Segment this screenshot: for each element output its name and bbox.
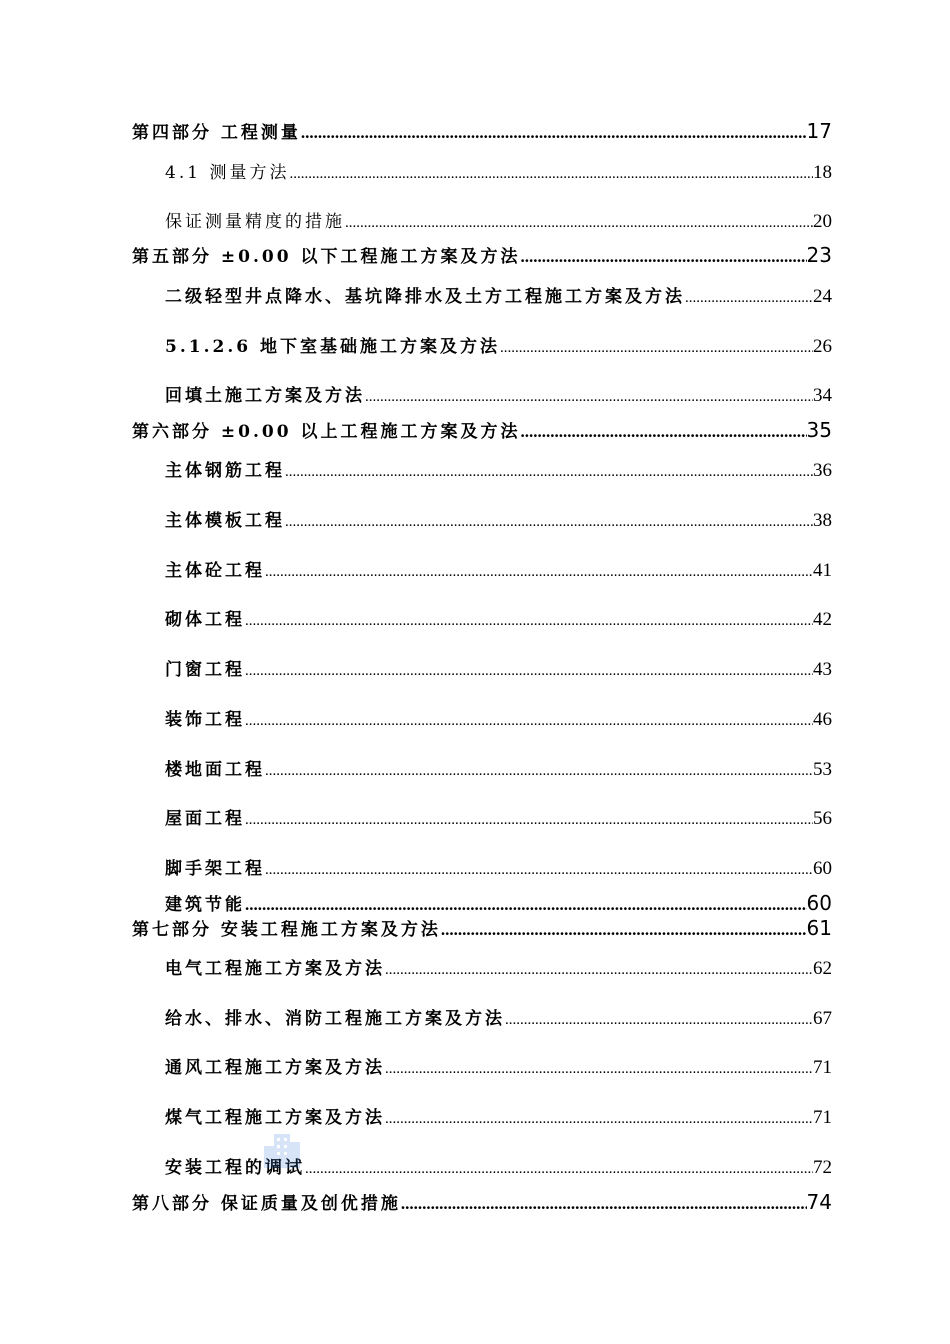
- toc-line-9[interactable]: [165, 506, 832, 530]
- leader-dots: [365, 389, 813, 406]
- toc-line-19[interactable]: [165, 954, 832, 978]
- toc-page-number: 71: [813, 1107, 832, 1128]
- leader-dots: [265, 862, 813, 879]
- leader-dots: [265, 763, 813, 780]
- toc-line-15[interactable]: [165, 804, 832, 828]
- leader-dots: [265, 564, 813, 581]
- toc-page-number: 60: [813, 858, 832, 879]
- toc-label: 二级轻型井点降水、基坑降排水及土方工程施工方案及方法: [165, 287, 685, 307]
- toc-label: 给水、排水、消防工程施工方案及方法: [165, 1009, 505, 1029]
- toc-label: 4.1 测量方法: [165, 163, 290, 183]
- leader-dots: [301, 123, 807, 143]
- toc-line-2[interactable]: [165, 207, 832, 231]
- toc-page-number: 24: [813, 286, 832, 307]
- toc-line-3[interactable]: [132, 242, 832, 266]
- toc-label: 楼地面工程: [165, 760, 265, 780]
- leader-dots: [385, 1111, 813, 1128]
- leader-dots: [245, 613, 813, 630]
- leader-dots: [245, 713, 813, 730]
- toc-page-number: 56: [813, 808, 832, 829]
- toc-page-number: 43: [813, 659, 832, 680]
- toc-page-number: 72: [813, 1157, 832, 1178]
- toc-line-24[interactable]: [132, 1189, 832, 1213]
- leader-dots: [500, 340, 813, 357]
- toc-label: 主体砼工程: [165, 561, 265, 581]
- toc-page-number: 38: [813, 510, 832, 531]
- toc-line-22[interactable]: [165, 1103, 832, 1127]
- toc-page-number: 61: [806, 916, 832, 940]
- toc-page-number: 17: [806, 119, 832, 143]
- leader-dots: [401, 1194, 807, 1214]
- toc-page-number: 62: [813, 958, 832, 979]
- leader-dots: [285, 514, 813, 531]
- toc-line-5[interactable]: [165, 332, 832, 356]
- toc-line-0[interactable]: [132, 118, 832, 142]
- leader-dots: [245, 812, 813, 829]
- leader-dots: [305, 1161, 813, 1178]
- toc-label: 回填土施工方案及方法: [165, 386, 365, 406]
- toc-page-number: 20: [813, 211, 832, 232]
- leader-dots: [505, 1012, 813, 1029]
- toc-page-number: 60: [806, 891, 832, 915]
- leader-dots: [385, 962, 813, 979]
- leader-dots: [245, 895, 807, 915]
- toc-label: 门窗工程: [165, 660, 245, 680]
- toc-page-number: 35: [806, 418, 832, 442]
- toc-page-number: 46: [813, 709, 832, 730]
- leader-dots: [685, 290, 813, 307]
- toc-label: 第七部分 安装工程施工方案及方法: [132, 920, 441, 940]
- leader-dots: [385, 1061, 813, 1078]
- toc-label: 煤气工程施工方案及方法: [165, 1108, 385, 1128]
- toc-page-number: 74: [806, 1190, 832, 1214]
- toc-label: 保证测量精度的措施: [165, 212, 345, 232]
- toc-label: 脚手架工程: [165, 859, 265, 879]
- toc-page-number: 18: [813, 162, 832, 183]
- toc-label: 5.1.2.6 地下室基础施工方案及方法: [165, 337, 500, 357]
- toc-label: 安装工程的调试: [165, 1158, 305, 1178]
- leader-dots: [521, 422, 807, 442]
- toc-page-number: 36: [813, 460, 832, 481]
- toc-line-4[interactable]: [165, 282, 832, 306]
- leader-dots: [289, 166, 813, 183]
- toc-label: 第八部分 保证质量及创优措施: [132, 1194, 401, 1214]
- leader-dots: [345, 215, 813, 232]
- toc-page-number: 71: [813, 1057, 832, 1078]
- toc-page-number: 42: [813, 609, 832, 630]
- building-watermark-icon: [262, 1132, 302, 1168]
- toc-line-13[interactable]: [165, 705, 832, 729]
- toc-label: 屋面工程: [165, 809, 245, 829]
- toc-label: 建筑节能: [165, 895, 245, 915]
- toc-line-14[interactable]: [165, 755, 832, 779]
- leader-dots: [285, 464, 813, 481]
- toc-line-11[interactable]: [165, 605, 832, 629]
- toc-label: 砌体工程: [165, 610, 245, 630]
- toc-page-number: 26: [813, 336, 832, 357]
- toc-line-16[interactable]: [165, 854, 832, 878]
- leader-dots: [521, 247, 807, 267]
- toc-line-6[interactable]: [165, 381, 832, 405]
- toc-line-18[interactable]: [132, 915, 832, 939]
- toc-line-7[interactable]: [132, 417, 832, 441]
- toc-label: 第六部分 ±0.00 以上工程施工方案及方法: [132, 422, 521, 442]
- leader-dots: [245, 663, 813, 680]
- toc-line-21[interactable]: [165, 1053, 832, 1077]
- toc-page-number: 23: [806, 243, 832, 267]
- toc-label: 通风工程施工方案及方法: [165, 1058, 385, 1078]
- toc-page-number: 53: [813, 759, 832, 780]
- toc-line-8[interactable]: [165, 456, 832, 480]
- toc-line-20[interactable]: [165, 1004, 832, 1028]
- toc-label: 主体钢筋工程: [165, 461, 285, 481]
- toc-label: 装饰工程: [165, 710, 245, 730]
- leader-dots: [441, 920, 807, 940]
- toc-label: 第五部分 ±0.00 以下工程施工方案及方法: [132, 247, 521, 267]
- toc-label: 第四部分 工程测量: [132, 123, 301, 143]
- toc-page-number: 41: [813, 560, 832, 581]
- toc-line-10[interactable]: [165, 556, 832, 580]
- toc-line-17[interactable]: [165, 890, 832, 914]
- toc-page-number: 34: [813, 385, 832, 406]
- toc-line-1[interactable]: [165, 158, 832, 182]
- toc-label: 电气工程施工方案及方法: [165, 959, 385, 979]
- toc-page-number: 67: [813, 1008, 832, 1029]
- toc-line-12[interactable]: [165, 655, 832, 679]
- toc-label: 主体模板工程: [165, 511, 285, 531]
